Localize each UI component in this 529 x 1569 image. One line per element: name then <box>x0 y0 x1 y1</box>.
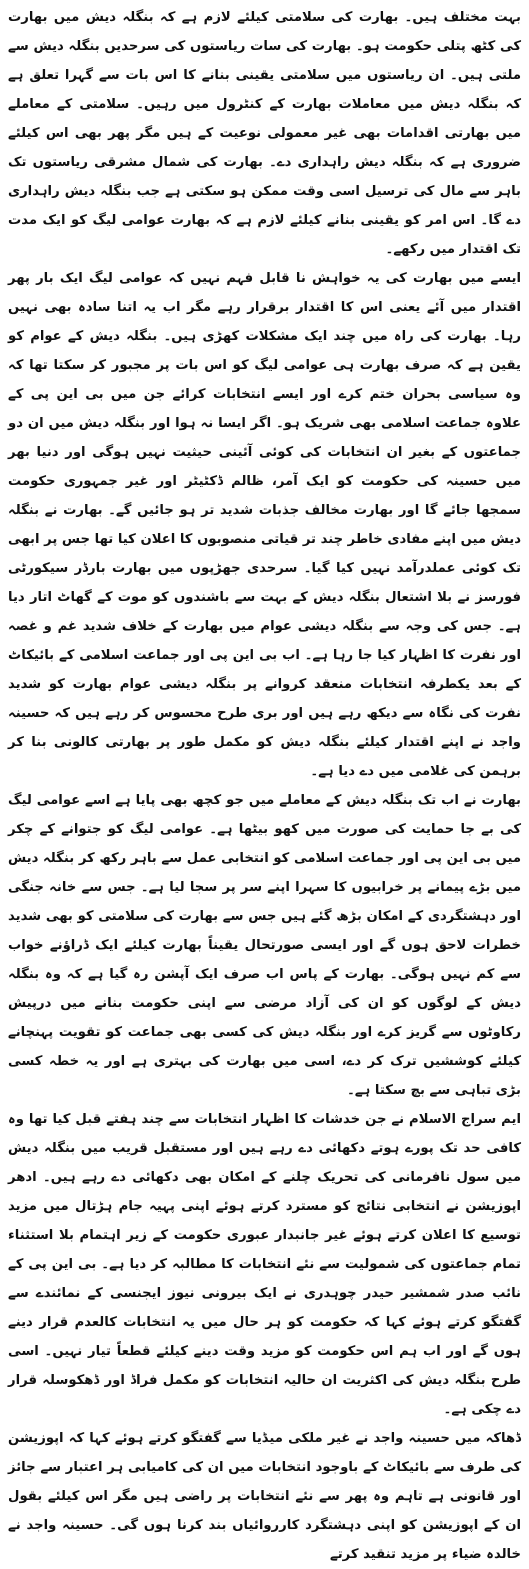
article-paragraph: ایسے میں بھارت کی یہ خواہش نا قابل فہم نہیں کہ عوامی لیگ ایک بار پھر اقتدار میں آئے یعنی اس کا اقتدار برقرار رہے مگر اب یہ اتنا سادہ بھی نہیں رہا۔ بھارت کی راہ میں چند ایک مشکلات کھڑی ہیں۔ بنگلہ دیش کے عوام کو یقین ہے کہ صرف بھارت ہی عوامی لیگ کو اس بات پر مجبور کر سکتا تھا کہ وہ سیاسی بحران ختم کرے اور ایسے انتخابات کرائے جن میں بی این پی کے علاوہ جماعت اسلامی بھی شریک ہو۔ اگر ایسا نہ ہوا اور بنگلہ دیش میں ان دو جماعتوں کے بغیر ان انتخابات کی کوئی آئینی حیثیت نہیں ہوگی اور دنیا بھر میں حسینہ کی حکومت کو ایک آمر، ظالم ڈکٹیٹر اور غیر جمہوری حکومت سمجھا جائے گا اور بھارت مخالف جذبات شدید تر ہو جائیں گے۔ بھارت نے بنگلہ دیش میں اپنے مفادی خاطر چند تر قیاتی منصوبوں کا اعلان کیا تھا جس پر ابھی تک کوئی عملدرآمد نہیں کیا گیا۔ سرحدی جھڑپوں میں بھارت بارڈر سیکورٹی فورسز نے بلا اشتعال بنگلہ دیش کے بہت سے باشندوں کو موت کے گھاٹ اتار دیا ہے۔ جس کی وجہ سے بنگلہ دیشی عوام میں بھارت کے خلاف شدید غم و غصہ اور نفرت کا اظہار کیا جا رہا ہے۔ اب بی این پی اور جماعت اسلامی کے بائیکاٹ کے بعد یکطرفہ انتخابات منعقد کروانے پر بنگلہ دیشی عوام بھارت کو شدید نفرت کی نگاہ سے دیکھ رہے ہیں اور بری طرح محسوس کر رہے ہیں کہ حسینہ واجد نے اپنے اقتدار کیلئے بنگلہ دیش کو مکمل طور پر بھارتی کالونی بنا کر برہمن کی غلامی میں دے دیا ہے۔ <box>8 271 521 779</box>
article-paragraph: بھارت نے اب تک بنگلہ دیش کے معاملے میں جو کچھ بھی پایا ہے اسے عوامی لیگ کی بے جا حمایت کی صورت میں کھو بیٹھا ہے۔ عوامی لیگ کو جتوانے کے چکر میں بی این پی اور جماعت اسلامی کو انتخابی عمل سے باہر رکھ کر بنگلہ دیش میں بڑے پیمانے پر خرابیوں کا سہرا اپنے سر پر سجا لیا ہے۔ جس سے خانہ جنگی اور دہشتگردی کے امکان بڑھ گئے ہیں جس سے بھارت کی سلامتی کو بھی شدید خطرات لاحق ہوں گے اور ایسی صورتحال یقیناً بھارت کیلئے ایک ڈراؤنے خواب سے کم نہیں ہوگی۔ بھارت کے پاس اب صرف ایک آپشن رہ گیا ہے کہ وہ بنگلہ دیش کے لوگوں کو ان کی آزاد مرضی سے اپنی حکومت بنانے میں درپیش رکاوٹوں سے گریز کرے اور بنگلہ دیش کی کسی بھی جماعت کو تقویت پہنچانے کیلئے کوششیں ترک کر دے، اسی میں بھارت کی بہتری ہے اور یہ خطہ کسی بڑی تباہی سے بچ سکتا ہے۔ <box>8 793 521 1098</box>
article-paragraph: ایم سراج الاسلام نے جن خدشات کا اظہار انتخابات سے چند ہفتے قبل کیا تھا وہ کافی حد تک پورے ہوتے دکھائی دے رہے ہیں اور مستقبل قریب میں بنگلہ دیش میں سول نافرمانی کی تحریک چلنے کے امکان بھی دکھائی دے رہے ہیں۔ ادھر اپوزیشن نے انتخابی نتائج کو مسترد کرتے ہوئے اپنی پہیہ جام ہڑتال میں مزید توسیع کا اعلان کرتے ہوئے غیر جانبدار عبوری حکومت کے زیر اہتمام بلا استثناء تمام جماعتوں کی شمولیت سے نئے انتخابات کا مطالبہ کر دیا ہے۔ بی این پی کے نائب صدر شمشیر حیدر چوہدری نے ایک بیرونی نیوز ایجنسی کے نمائندے سے گفتگو کرتے ہوئے کہا کہ حکومت کو ہر حال میں یہ انتخابات کالعدم قرار دینے ہوں گے اور اب ہم اس حکومت کو مزید وقت دینے کیلئے قطعاً تیار نہیں۔ اسی طرح بنگلہ دیش کی اکثریت ان حالیہ انتخابات کو مکمل فراڈ اور ڈھکوسلہ قرار دے چکی ہے۔ <box>8 1112 521 1417</box>
article-paragraph: ڈھاکہ میں حسینہ واجد نے غیر ملکی میڈیا سے گفتگو کرتے ہوئے کہا کہ اپوزیشن کی طرف سے بائیکاٹ کے باوجود انتخابات میں ان کی کامیابی ہر اعتبار سے جائز اور قانونی ہے تاہم وہ پھر سے نئے انتخابات پر راضی ہیں مگر اس کیلئے بقول ان کے اپوزیشن کو اپنی دہشتگرد کارروائیاں بند کرنا ہوں گی۔ حسینہ واجد نے خالدہ ضیاء پر مزید تنقید کرتے <box>8 1431 521 1562</box>
article-paragraph: بہت مختلف ہیں۔ بھارت کی سلامتی کیلئے لازم ہے کہ بنگلہ دیش میں بھارت کی کٹھ پتلی حکومت ہو۔ بھارت کی سات ریاستوں کی سرحدیں بنگلہ دیش سے ملتی ہیں۔ ان ریاستوں میں سلامتی یقینی بنانے کا اس بات سے گہرا تعلق ہے کہ بنگلہ دیش میں معاملات بھارت کے کنٹرول میں رہیں۔ سلامتی کے معاملے میں بھارتی اقدامات بھی غیر معمولی نوعیت کے ہیں مگر پھر بھی اس کیلئے ضروری ہے کہ بنگلہ دیش راہداری دے۔ بھارت کی شمال مشرقی ریاستوں تک باہر سے مال کی ترسیل اسی وقت ممکن ہو سکتی ہے جب بنگلہ دیش راہداری دے گا۔ اس امر کو یقینی بنانے کیلئے لازم ہے کہ بھارت عوامی لیگ کو ایک مدت تک اقتدار میں رکھے۔ <box>8 10 521 257</box>
